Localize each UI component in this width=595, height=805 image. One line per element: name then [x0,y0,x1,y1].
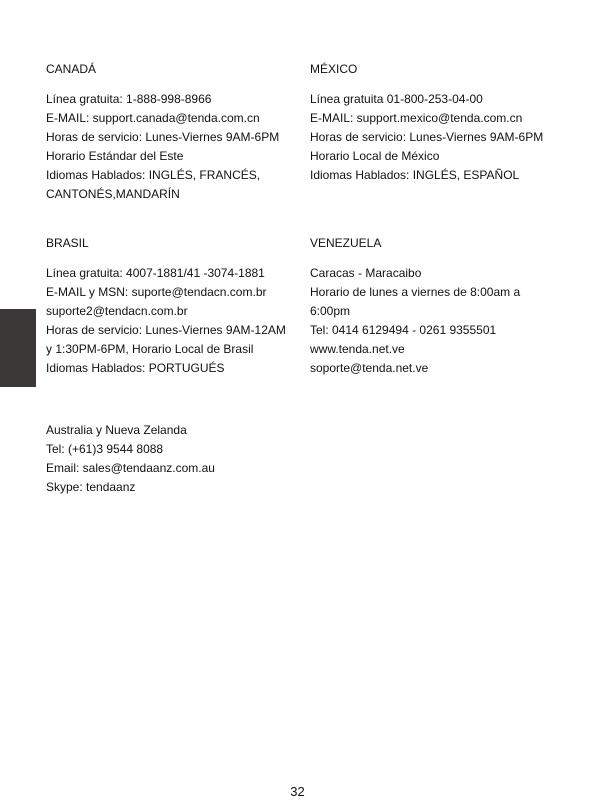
contact-line: E-MAIL: support.canada@tenda.com.cn [46,111,260,125]
contact-line: Email: sales@tendaanz.com.au [46,461,215,475]
contact-line: Skype: tendaanz [46,480,136,494]
contact-block-australia [46,421,215,497]
contact-line: Idiomas Hablados: PORTUGUÉS [46,361,225,375]
contact-line: Australia y Nueva Zelanda [46,423,187,437]
contact-line: Tel: 0414 6129494 - 0261 9355501 [310,323,497,337]
contact-block-mexico [310,60,543,185]
contact-line: Horario Estándar del Este [46,149,184,163]
contact-line: E-MAIL y MSN: suporte@tendacn.com.br [46,285,267,299]
contact-line: Idiomas Hablados: INGLÉS, ESPAÑOL [310,168,520,182]
side-tab-marker [0,309,36,387]
contact-line: Horario de lunes a viernes de 8:00am a [310,285,521,299]
section-heading: BRASIL [46,236,89,250]
contact-block-venezuela [310,234,520,378]
contact-line: Línea gratuita 01-800-253-04-00 [310,92,483,106]
contact-line: www.tenda.net.ve [310,342,405,356]
contact-line: Horas de servicio: Lunes-Viernes 9AM-12AM [46,323,286,337]
page-number: 32 [290,784,305,799]
contact-line: Caracas - Maracaibo [310,266,422,280]
contact-block-brasil [46,234,286,378]
contact-line: E-MAIL: support.mexico@tenda.com.cn [310,111,523,125]
contact-line: 6:00pm [310,304,351,318]
section-heading: MÉXICO [310,62,358,76]
contact-line: soporte@tenda.net.ve [310,361,429,375]
contact-block-canada [46,60,279,204]
section-heading: VENEZUELA [310,236,382,250]
contact-line: Línea gratuita: 1-888-998-8966 [46,92,212,106]
contact-line: Horas de servicio: Lunes-Viernes 9AM-6PM [46,130,280,144]
contact-line: CANTONÉS,MANDARÍN [46,187,180,201]
contact-line: Horas de servicio: Lunes-Viernes 9AM-6PM [310,130,544,144]
section-heading: CANADÁ [46,62,97,76]
contact-line: Horario Local de México [310,149,440,163]
contact-line: y 1:30PM-6PM, Horario Local de Brasil [46,342,254,356]
contact-line: Línea gratuita: 4007-1881/41 -3074-1881 [46,266,265,280]
contact-line: Tel: (+61)3 9544 8088 [46,442,164,456]
contact-line: Idiomas Hablados: INGLÉS, FRANCÉS, [46,168,261,182]
contact-line: suporte2@tendacn.com.br [46,304,188,318]
